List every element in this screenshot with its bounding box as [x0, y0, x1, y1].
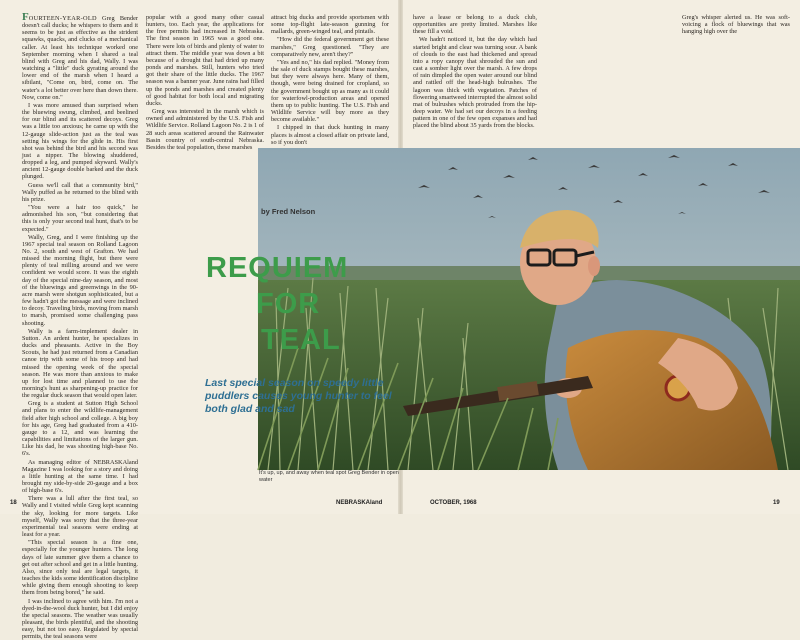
photo-caption: It's up, up, and away when teal spot Greg Bender in open water — [259, 470, 399, 483]
paragraph: have a lease or belong to a duck club, opportunities are pretty limited. Marshes like these fill a void. — [413, 14, 537, 35]
paragraph: I chipped in that duck hunting in many places is almost a closed affair on private land, so if you don't — [271, 124, 389, 145]
paragraph: Wally is a farm-implement dealer in Sutton. An ardent hunter, he specializes in ducks and pheasants. Active in the Boy Scouts, he had just returned from a Canadian canoe trip with some of his troop and had missed the opening week of the special season. He was more than anxious to make up for lost time and planned to use the morning's hunt as sharpening-up practice for the regular duck season that would open later. — [22, 328, 138, 400]
title-line-2: FOR — [206, 286, 396, 322]
paragraph: attract big ducks and provide sportsmen with some top-flight late-season gunning for mallards, green-winged teal, and pintails. — [271, 14, 389, 35]
article-title — [206, 250, 396, 358]
magazine-name: NEBRASKAland — [336, 500, 382, 506]
paragraph: "How did the federal government get these marshes," Greg questioned. "They are comparatively new, aren't they?" — [271, 36, 389, 57]
title-line-3: TEAL — [206, 322, 396, 358]
paragraph: Greg is a student at Sutton High School and plans to enter the wildlife-management field after high school and college. A big boy for his age, Greg had graduated from a 410-gauge to a 12, and was learning the capabilities and limitations of the larger gun. Like his dad, he was shooting high-base No. 6's. — [22, 400, 138, 457]
paragraph: "Yes and no," his dad replied. "Money from the sale of duck stamps bought these marshes, but they were always here. Many of them, though, were being drained for cropland, so the government bought up as many as it could for waterfowl-production areas and opened them up to public hunting. The U.S. Fish and Wildlife Service will buy more as they become available." — [271, 59, 389, 123]
paragraph: I was inclined to agree with him. I'm not a dyed-in-the-wool duck hunter, but I did enjoy the special seasons. The weather was usually pleasant, the birds plentiful, and the shooting easy, but not too easy. Regulated by special permits, the teal seasons were — [22, 598, 138, 640]
paragraph: Wally, Greg, and I were finishing up the 1967 special teal season on Rolland Lagoon No. 2, south and west of Grafton. We had missed the morning flight, but there were plenty of teal milling around and we were confident we would score. It was the eighth day of the special nine-day season, and most of the bluewings and greenwings in the 90-acre marsh were shotgun sophisticated, but a few hadn't got the message and were inclined to decoy. Traveling birds, moving from marsh to marsh, promised some challenging pass shooting. — [22, 234, 138, 327]
paragraph: "You were a hair too quick," he admonished his son, "but considering that this is only your second teal hunt, that's to be expected." — [22, 204, 138, 233]
paragraph: Greg's whisper alerted us. He was soft-voicing a flock of bluewings that was hanging high over the — [682, 14, 790, 35]
drop-cap: F — [22, 11, 29, 23]
article-column-6 — [682, 14, 790, 166]
article-column-1 — [22, 14, 138, 500]
page-number-right: 19 — [773, 500, 780, 506]
paragraph: We hadn't noticed it, but the day which had started bright and clear was turning sour. A bank of clouds to the east had thickened and spread into a ropy canopy that shrouded the sun and cast a somber light over the marsh. A few drops of rain dimpled the open water around our blind and rattled off the head-high bulrushes. The lagoon was thick with vegetation. Patches of flowering smartweed interrupted the almost solid mat of bulrushes which protruded from the hip-deep water. We had set our decoys in a feeding pattern in one of the few open expanses and had placed the blind about 35 yards from the blocks. — [413, 36, 537, 129]
paragraph: popular with a good many other casual hunters, too. Each year, the applications for the free permits had increased in Nebraska. The first season in 1965 was a good one. There were lots of birds and plenty of water to attract them. The middle year was down a bit because of a drought that had dried up many ponds and marshes. Still, hunters who tried got their share of the little ducks. The 1967 season was a banner year. June rains had filled up the ponds and marshes and created plenty of good habitat for both local and migrating ducks. — [146, 14, 264, 107]
paragraph: "This special season is a fine one, especially for the younger hunters. The long days of late summer give them a chance to get out after school and get in a little hunting. Also, since only teal are legal targets, it teaches the kids some identification discipline while giving them enough shooting to keep them from being bored," he said. — [22, 539, 138, 596]
article-subhead: Last special season on speedy little puddlers causes young hunter to feel both glad and sad — [205, 377, 395, 416]
paragraph: I was more amused than surprised when the bluewing swung, climbed, and beelined for our blind and its scattered decoys. Greg was a little too anxious; he came up with the 12-gauge slide-action just as the teal was setting his wings for the glide in. His first shot was behind the bird and his second was just a nipper. The blowing shuddered, dropped a leg, and pumped skyward. Wally's ancient 12-gauge double barked and the duck plunged. — [22, 102, 138, 181]
paragraph: As managing editor of NEBRASKAland Magazine I was looking for a story and doing a little hunting at the same time. I had brought my side-by-side 20-gauge and a box of high-base 6's. — [22, 459, 138, 495]
issue-date: OCTOBER, 1968 — [430, 500, 477, 506]
article-column-2 — [146, 14, 264, 200]
title-line-1: REQUIEM — [206, 250, 396, 286]
paragraph: Guess we'll call that a community bird," Wally puffed as he returned to the blind with his prize. — [22, 182, 138, 203]
lead-caps: OURTEEN-YEAR-OLD — [29, 15, 97, 22]
paragraph: There was a lull after the first teal, so Wally and I visited while Greg kept scanning the sky, looking for more targets. Like myself, Wally was sorry that the three-year experimental teal seasons were ending at least for a year. — [22, 495, 138, 538]
page-number-left: 18 — [10, 500, 17, 506]
lead-text: Greg Bender doesn't call ducks; he whispers to them and it seems to be just as effective as the strident squawks, quacks, and clucks of a mechanical caller. At least his technique worked one September morning when I shared a teal blind with Greg and his dad, Wally. I was watching a "little" duck gyrating around the lower end of the marsh when I heard a sibilant, "Come on, bird, come on. The water's a lot better over here than down there. Now, come on." — [22, 15, 138, 101]
byline: by Fred Nelson — [261, 207, 315, 216]
article-column-4 — [413, 14, 537, 149]
lead-paragraph — [22, 14, 138, 101]
paragraph: Greg was interested in the marsh which is owned and administered by the U.S. Fish and Wildlife Service. Rolland Lagoon No. 2 is 1 of 28 such areas scattered around the Rainwater Basin country of south-central Nebraska. Besides the teal population, these marshes — [146, 108, 264, 151]
